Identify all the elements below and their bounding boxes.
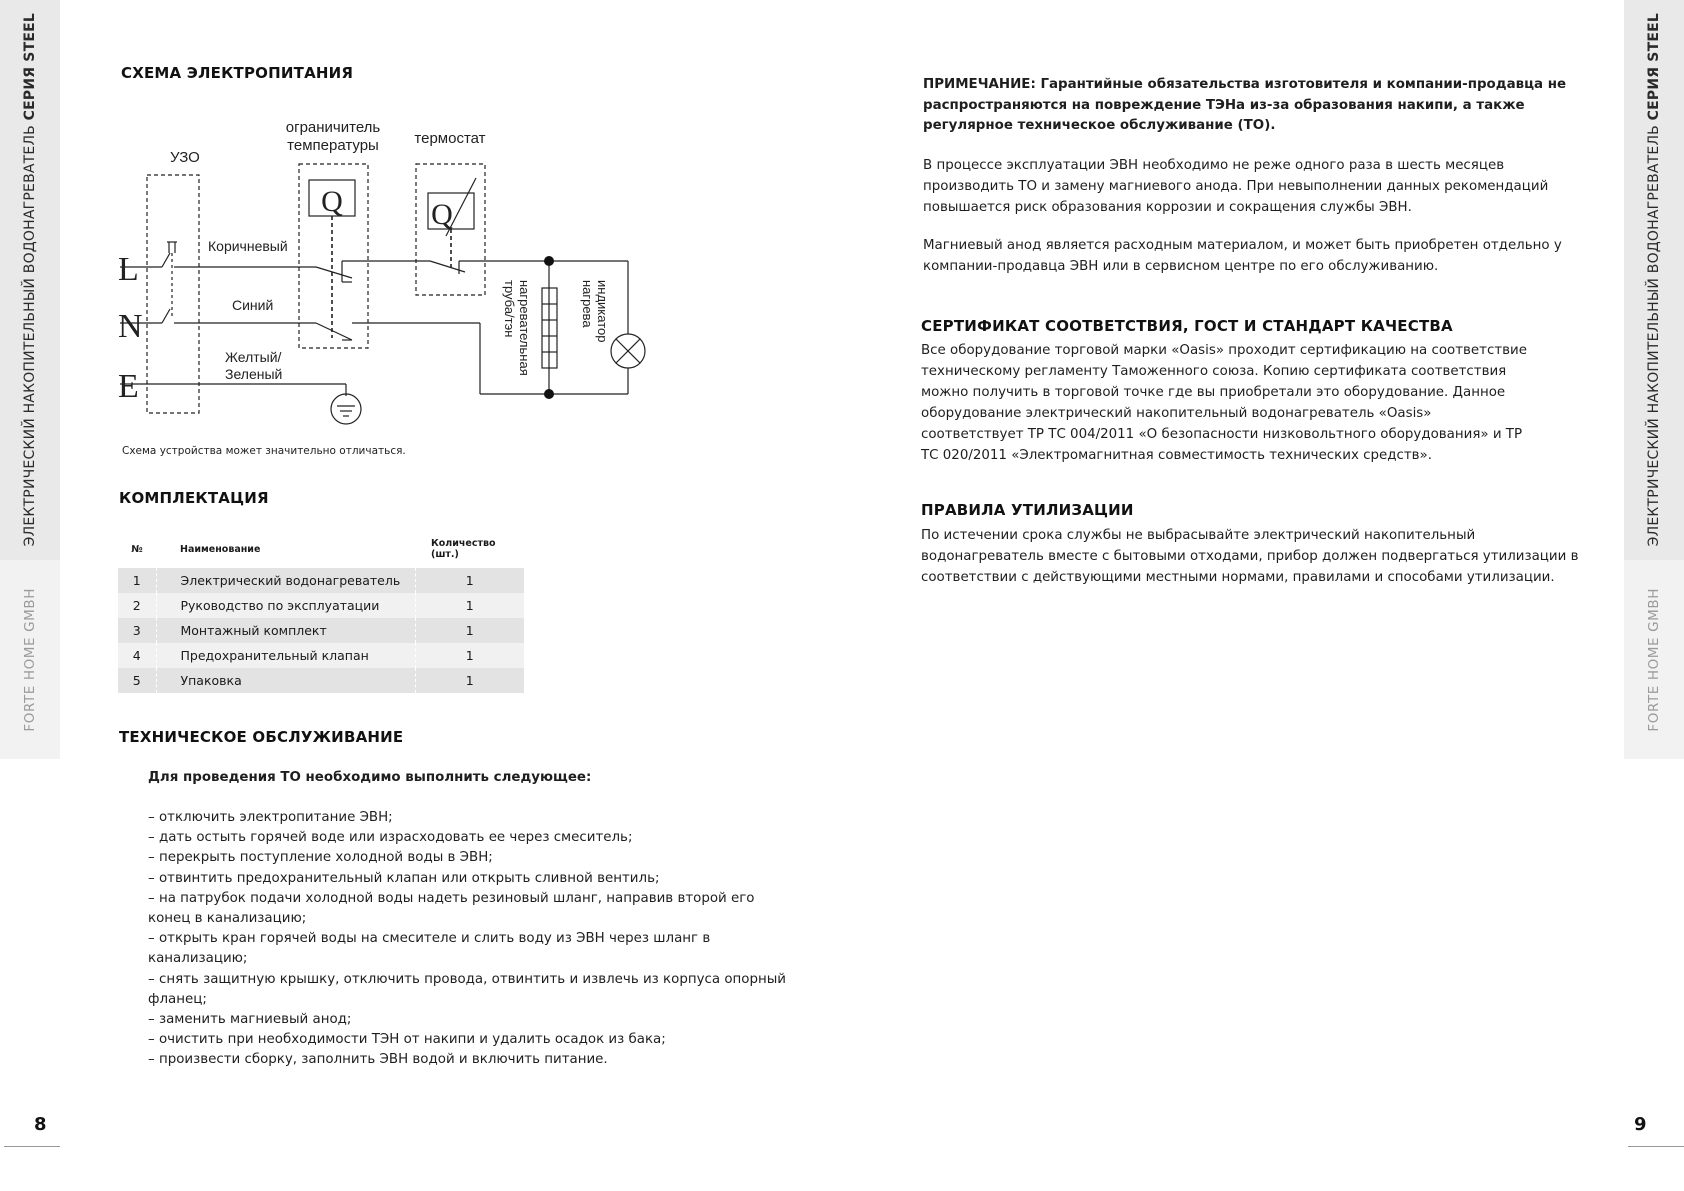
kit-cell-qty: 1: [415, 618, 524, 643]
sidebar-title-prefix: ЭЛЕКТРИЧЕСКИЙ НАКОПИТЕЛЬНЫЙ ВОДОНАГРЕВАТЕЛЬ: [1646, 120, 1662, 547]
table-row: [118, 668, 524, 693]
list-item: – очистить при необходимости ТЭН от накипи и удалить осадок из бака;: [148, 1032, 666, 1048]
warranty-note: ПРИМЕЧАНИЕ: Гарантийные обязательства изготовителя и компании-продавца не распространяются на повреждение ТЭНа из-за образования накипи, а также регулярное техническое обслуживание (ТО).: [923, 77, 1567, 133]
kit-col-name: Наименование: [180, 543, 261, 555]
maintenance-heading: ТЕХНИЧЕСКОЕ ОБСЛУЖИВАНИЕ: [119, 728, 404, 746]
table-row: [118, 618, 524, 643]
label-indicator-1: индикатор: [595, 280, 610, 343]
kit-cell-number: 3: [118, 618, 156, 643]
kit-col-qty: Количество (шт.): [431, 538, 496, 560]
label-n: N: [118, 308, 143, 345]
kit-cell-name: Руководство по эксплуатации: [156, 593, 415, 618]
table-row: [118, 568, 524, 593]
maintenance-intro: Для проведения ТО необходимо выполнить следующее:: [148, 770, 592, 785]
junction-dot-bottom: [544, 389, 554, 399]
sidebar-brand-text: FORTE HOME GMBH: [22, 588, 38, 732]
kit-col-number: №: [131, 543, 143, 555]
list-item: – перекрыть поступление холодной воды в ЭВН;: [148, 850, 493, 866]
label-e: E: [118, 368, 139, 405]
table-row: [118, 643, 524, 668]
label-limiter-1: ограничитель: [285, 119, 381, 136]
label-limiter-2: температуры: [287, 137, 379, 154]
label-l: L: [118, 251, 139, 288]
kit-cell-name: Монтажный комплект: [156, 618, 415, 643]
certificate-heading: СЕРТИФИКАТ СООТВЕТСТВИЯ, ГОСТ И СТАНДАРТ КАЧЕСТВА: [921, 317, 1453, 335]
label-uzo: УЗО: [170, 149, 200, 166]
list-item: – произвести сборку, заполнить ЭВН водой и включить питание.: [148, 1052, 608, 1068]
kit-cell-number: 2: [118, 593, 156, 618]
sidebar-brand-text: FORTE HOME GMBH: [1646, 588, 1662, 732]
power-scheme-diagram: [110, 110, 670, 430]
list-item: – отвинтить предохранительный клапан или открыть сливной вентиль;: [148, 870, 660, 886]
kit-cell-qty: 1: [415, 568, 524, 593]
sidebar-title-series: СЕРИЯ STEEL: [1646, 13, 1662, 121]
ground-symbol: [331, 394, 361, 424]
list-item: – отключить электропитание ЭВН;: [148, 810, 393, 825]
page-divider-right: [1628, 1146, 1684, 1147]
kit-cell-number: 4: [118, 643, 156, 668]
sidebar-brand: [0, 580, 60, 740]
sidebar-title: [0, 13, 60, 547]
label-brown: Коричневый: [208, 238, 288, 254]
anode-text: Магниевый анод является расходным материалом, и может быть приобретен отдельно у компании-продавца ЭВН или в сервисном центре по его обслуживанию.: [923, 238, 1562, 274]
list-item: – заменить магниевый анод;: [148, 1012, 352, 1028]
page-divider-left: [4, 1146, 60, 1147]
uzo-box: [147, 175, 199, 413]
kit-cell-number: 5: [118, 668, 156, 693]
list-item: – снять защитную крышку, отключить провода, отвинтить и извлечь из корпуса опорный фланец;: [148, 971, 787, 1007]
list-item: – открыть кран горячей воды на смесителе и слить воду из ЭВН через шланг в канализацию;: [148, 931, 711, 967]
list-item: – дать остыть горячей воде или израсходовать ее через смеситель;: [148, 830, 633, 846]
page-number-right: 9: [1634, 1114, 1647, 1135]
list-item: – на патрубок подачи холодной воды надеть резиновый шланг, направив второй его конец в канализацию;: [148, 890, 755, 927]
kit-cell-name: Упаковка: [156, 668, 415, 693]
label-indicator-2: нагрева: [580, 280, 595, 328]
kit-cell-number: 1: [118, 568, 156, 593]
label-yellow-1: Желтый/: [225, 349, 282, 365]
sidebar-title-series: СЕРИЯ STEEL: [22, 13, 38, 121]
maintenance-frequency-text: В процессе эксплуатации ЭВН необходимо не реже одного раза в шесть месяцев производить ТО и замену магниевого анода. При невыполнении данных рекомендаций повышается риск образования коррозии и сокращения службы ЭВН.: [923, 158, 1549, 215]
label-thermostat: термостат: [414, 130, 486, 147]
label-heater-2: труба/тэн: [502, 280, 517, 338]
page-number-left: 8: [34, 1114, 47, 1135]
table-row: [118, 593, 524, 618]
kit-cell-name: Электрический водонагреватель: [156, 568, 415, 593]
label-blue: Синий: [232, 297, 274, 313]
sidebar-title: [1624, 13, 1684, 547]
power-scheme-heading: СХЕМА ЭЛЕКТРОПИТАНИЯ: [121, 64, 354, 82]
kit-table-header: [118, 534, 524, 568]
sidebar-title-prefix: ЭЛЕКТРИЧЕСКИЙ НАКОПИТЕЛЬНЫЙ ВОДОНАГРЕВАТЕЛЬ: [22, 120, 38, 547]
sidebar-brand: [1624, 580, 1684, 740]
label-q-thermostat: Q: [431, 198, 453, 231]
kit-heading: КОМПЛЕКТАЦИЯ: [119, 489, 269, 507]
label-q-limiter: Q: [321, 185, 343, 218]
disposal-heading: ПРАВИЛА УТИЛИЗАЦИИ: [921, 501, 1134, 519]
kit-table: [118, 534, 524, 693]
kit-cell-name: Предохранительный клапан: [156, 643, 415, 668]
label-yellow-2: Зеленый: [225, 366, 283, 382]
maintenance-steps: [148, 808, 788, 1071]
certificate-text: Все оборудование торговой марки «Oasis» проходит сертификацию на соответствие техническому регламенту Таможенного союза. Копию сертификата соответствия можно получить в торговой точке где вы приобретали это оборудование. Данное оборудование электрический накопительный водонагреватель «Oasis» соответствует ТР ТС 004/2011 «О безопасности низковольтного оборудования» и ТР ТС 020/2011 «Электромагнитная совместимость технических средств».: [921, 343, 1527, 463]
disposal-text: По истечении срока службы не выбрасывайте электрический накопительный водонагреватель вместе с бытовыми отходами, прибор должен подвергаться утилизации в соответствии с действующими местными нормами, правилами и способами утилизации.: [921, 528, 1579, 585]
scheme-note: Схема устройства может значительно отличаться.: [122, 445, 406, 457]
kit-cell-qty: 1: [415, 593, 524, 618]
label-heater-1: нагревательная: [517, 280, 532, 376]
kit-cell-qty: 1: [415, 643, 524, 668]
kit-cell-qty: 1: [415, 668, 524, 693]
junction-dot-top: [544, 256, 554, 266]
